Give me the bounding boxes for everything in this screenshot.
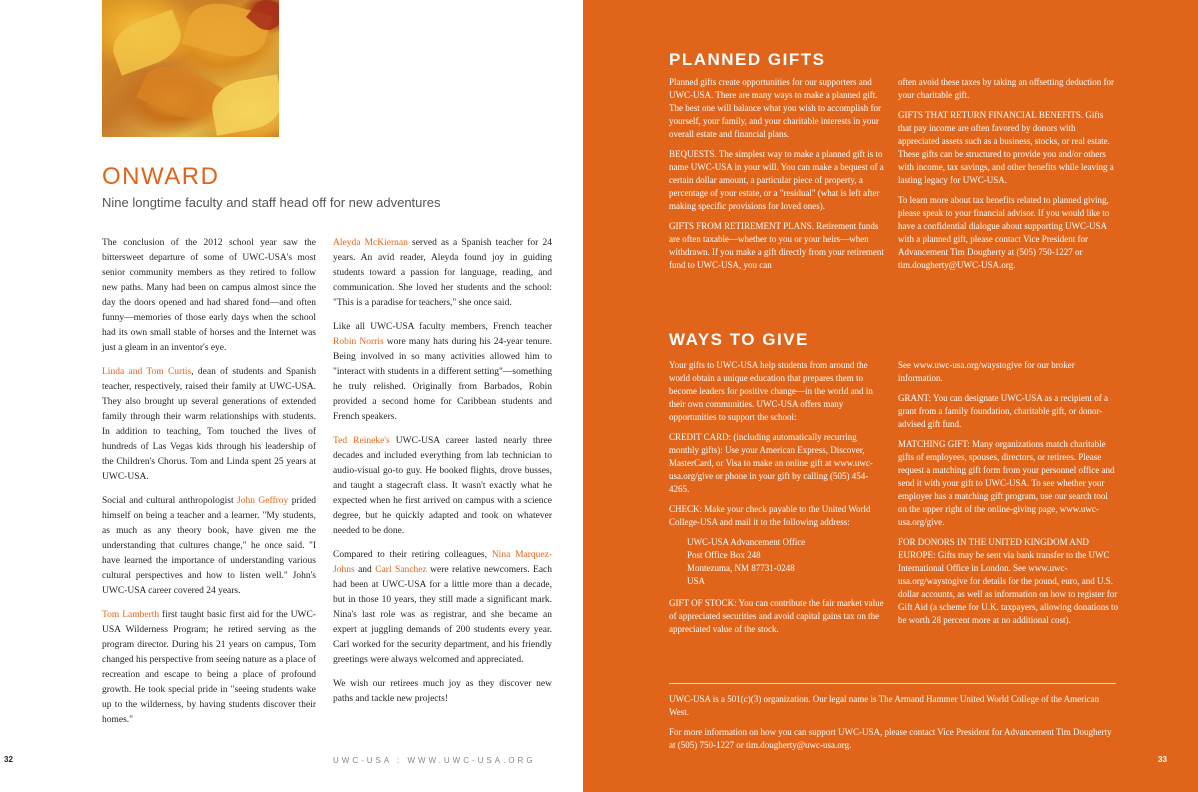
article-column-2 [333, 236, 552, 716]
left-page [0, 0, 583, 792]
page-number-left: 32 [4, 755, 13, 764]
paragraph: UWC-USA is a 501(c)(3) organization. Our legal name is The Armand Hammer United World College of the American West. [669, 694, 1100, 717]
paragraph: Planned gifts create opportunities for our supporters and UWC-USA. There are many ways to make a planned gift. The best one will balance what you wish to accomplish for yourself, your family, and your charitable interests in your overall estate and financial plans. [669, 77, 881, 139]
article-title: ONWARD [102, 163, 220, 190]
ways-to-give-column-1 [669, 359, 885, 643]
paragraph: We wish our retirees much joy as they discover new paths and tackle new projects! [333, 679, 552, 704]
page-number-right: 33 [1158, 755, 1167, 764]
paragraph: For more information on how you can support UWC-USA, please contact Vice President for Advancement Tim Dougherty at (505) 750-1227 or tim.dougherty@uwc-usa.org. [669, 727, 1112, 750]
paragraph: Aleyda McKiernan served as a Spanish teacher for 24 years. An avid reader, Aleyda found joy in guiding students toward a passion for language, reading, and communication. She loved her students and the school: "This is a paradise for teachers," she once said. [333, 238, 552, 308]
ways-to-give-heading: WAYS TO GIVE [669, 330, 809, 349]
paragraph: See www.uwc-usa.org/waystogive for our broker information. [898, 360, 1075, 383]
retiree-name: Tom Lamberth [102, 610, 160, 620]
ways-to-give-column-2 [898, 359, 1118, 634]
paragraph: GIFTS FROM RETIREMENT PLANS. Retirement funds are often taxable—whether to you or your heirs—when withdrawn. If you make a gift directly from your retirement fund to UWC-USA, you can [669, 221, 884, 270]
divider [669, 683, 1116, 684]
paragraph: CREDIT CARD: (including automatically recurring monthly gifts): Use your American Express, Discover, MasterCard, or Visa to make an online gift at www.uwc-usa.org/give or phone in your gift by calling (505) 454-4265. [669, 432, 873, 494]
article-subtitle: Nine longtime faculty and staff head off for new adventures [102, 195, 441, 210]
paragraph: FOR DONORS IN THE UNITED KINGDOM AND EUROPE: Gifts may be sent via bank transfer to the UWC International Office in London. See www.uwc-usa.org/waystogive for details for the pound, euro, and U.S. dollar accounts, as well as information on how to register for Gift Aid (a scheme for U.K. taxpayers, allowing donations to be worth 28 percent more at no additional cost). [898, 537, 1118, 625]
mailing-address: UWC-USA Advancement Office Post Office Box 248 Montezuma, NM 87731-0248 USA [687, 537, 806, 586]
planned-gifts-heading: PLANNED GIFTS [669, 50, 826, 69]
paragraph: The conclusion of the 2012 school year saw the bittersweet departure of some of UWC-USA's most senior community members as they retired to follow new paths. Many had been on campus almost since the day the doors opened and had shared fond—and often funny—memories of those early days when the school had its own small stable of horses and the Internet was just a gleam in an inventor's eye. [102, 238, 316, 353]
retiree-name: John Geffroy [237, 496, 289, 506]
organization-note [669, 693, 1119, 759]
autumn-leaves-photo [102, 0, 279, 137]
paragraph: BEQUESTS. The simplest way to make a planned gift is to name UWC-USA in your will. You can make a bequest of a certain dollar amount, a particular piece of property, a percentage of your estate, or a "residual" (what is left after making specific provisions for loved ones). [669, 149, 884, 211]
article-column-1 [102, 236, 316, 737]
paragraph: GIFT OF STOCK: You can contribute the fair market value of appreciated securities and avoid capital gains tax on the appreciated value of the stock. [669, 598, 884, 634]
paragraph: Ted Reineke's UWC-USA career lasted nearly three decades and included everything from lab technician to audio-visual go-to guy. He booked flights, drove busses, and taught a stagecraft class. It wasn't exactly what he expected when he first arrived on campus with a science degree, but he quickly adapted and took on whatever needed to be done. [333, 436, 552, 536]
retiree-name: Carl Sanchez [375, 565, 427, 575]
planned-gifts-column-1 [669, 76, 885, 279]
paragraph: GRANT: You can designate UWC-USA as a recipient of a grant from a family foundation, charitable gift, or donor-advised gift fund. [898, 393, 1109, 429]
paragraph: GIFTS THAT RETURN FINANCIAL BENEFITS. Gifts that pay income are often favored by donors with appreciated assets such as a business, stocks, or real estate. These gifts can be structured to provide you and/or others with income, tax savings, and other benefits while leaving a lasting legacy for UWC-USA. [898, 110, 1114, 185]
retiree-name: Nina Marquez-Johns [333, 550, 553, 575]
paragraph: Compared to their retiring colleagues, Nina Marquez-Johns and Carl Sanchez were relative newcomers. Each had been at UWC-USA for a little more than a decade, but in those 10 years, they still made a significant mark. Nina's last role was as registrar, and she became an expert at juggling demands of 200 students every year. Carl worked for the security department, and his friendly greetings were always welcomed and appreciated. [333, 550, 553, 665]
paragraph: CHECK: Make your check payable to the United World College-USA and mail it to the following address: [669, 504, 871, 527]
paragraph: Linda and Tom Curtis, dean of students and Spanish teacher, respectively, raised their family at UWC-USA. They also brought up several generations of extended family through their warm relationships with students. In addition to teaching, Tom touched the lives of hundreds of Las Vegas kids through his leadership of the Children's Chorus. Tom and Linda spent 25 years at UWC-USA. [102, 367, 316, 482]
paragraph: Like all UWC-USA faculty members, French teacher Robin Norris wore many hats during his 24-year tenure. Being involved in so many activities allowed him to "interact with students in a different setting"—something he truly relished. Originally from Barbados, Robin provided a second home for Caribbean students and French speakers. [333, 322, 552, 422]
paragraph: To learn more about tax benefits related to planned giving, please speak to your financial advisor. If you would like to have a confidential dialogue about supporting UWC-USA with a planned gift, please contact Vice President for Advancement Tim Dougherty at (505) 750-1227 or tim.dougherty@UWC-USA.org. [898, 195, 1110, 270]
retiree-name: Robin Norris [333, 337, 384, 347]
paragraph: MATCHING GIFT: Many organizations match charitable gifts of employees, spouses, directors, or retirees. Please request a matching gift form from your personnel office and send it with your gift to UWC-USA. To see whether your employer has a matching gift program, use our search tool on the upper right of the online-giving page, www.uwc-usa.org/give. [898, 439, 1115, 527]
retiree-name: Linda and Tom Curtis [102, 367, 192, 377]
page-footer: UWC-USA : WWW.UWC-USA.ORG [333, 756, 536, 765]
retiree-name: Ted Reineke's [333, 436, 390, 446]
paragraph: Your gifts to UWC-USA help students from around the world obtain a unique education that prepares them to become leaders for positive change—in the world and in their own communities. UWC-USA offers many opportunities to support the school: [669, 360, 873, 422]
paragraph: often avoid these taxes by taking an offsetting deduction for your charitable gift. [898, 77, 1115, 100]
planned-gifts-column-2 [898, 76, 1118, 279]
paragraph: Tom Lamberth first taught basic first aid for the UWC-USA Wilderness Program; he retired serving as the program director. During his 21 years on campus, Tom changed his perspective from seeing nature as a place of recreation and escape to being a place of profound growth. He took special pride in "seeing students wake up to the wilderness, by having students discover their homes." [102, 610, 316, 725]
retiree-name: Aleyda McKiernan [333, 238, 408, 248]
paragraph: Social and cultural anthropologist John Geffroy prided himself on being a teacher and a learner. "My students, as much as any theory book, have given me the understanding that cultures change," he once said. "I have learned the importance of understanding various cultural perspectives and how to listen well." John's UWC-USA career covered 24 years. [102, 496, 316, 596]
